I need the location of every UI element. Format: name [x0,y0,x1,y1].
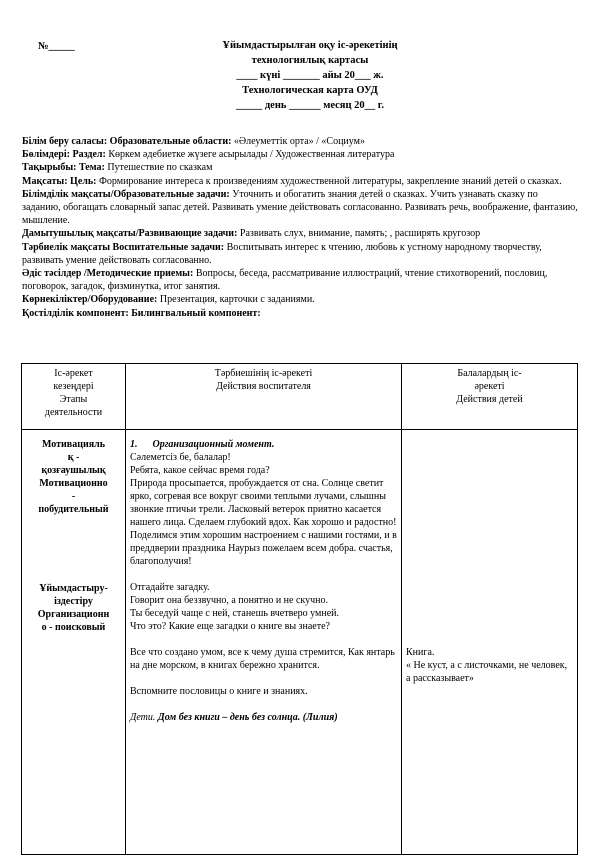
meta-equipment: Көрнекіліктер/Оборудование: Презентация, карточки с заданиями. [22,294,315,306]
header-stages: Іс-әрекет кезеңдері Этапы деятельности [22,364,126,430]
meta-methods: Әдіс тәсілдер /Методические приемы: Вопросы, беседа, рассматривание иллюстраций, чтение стихотворений, пословиц, поговорок, загадок, физминутка, итог занятия. [22,268,548,293]
riddle-question: Что это? Какие еще загадки о книге вы знаете? [130,621,330,632]
stage-cell: Мотивацияль қ - қозғаушылық Мотивационно - побудительный Ұйымдастыру- іздестіру Организационн о - поисковый [22,430,126,855]
meta-developing-tasks: Дамытушылық мақсаты/Развивающие задачи: Развивать слух, внимание, память; , расширять кругозор [22,228,481,240]
header-block [180,38,440,113]
meta-topic: Тақырыбы: Тема: Путешествие по сказкам [22,162,213,174]
date-line-kz: ____ күні _______ айы 20___ ж. [236,70,384,81]
riddle-line-1: Говорит она беззвучно, а понятно и не скучно. [130,595,329,606]
meta-educational-tasks: Білімділік мақсаты/Образовательные задачи: Уточнить и обогатить знания детей о сказках. Учить узнавать сказку по заданию, обогащать словарный запас детей. Развивать умение действовать согласованно. Развивать речь, воображение, фантазию, мышление. [22,188,578,227]
poem-paragraph: Все что создано умом, все к чему душа стремится, Как янтарь на дне морском, в книгах бережно хранится. [130,647,395,671]
stage-organizational-line: Ұйымдастыру- [39,583,108,594]
meta-upbringing-tasks: Тәрбиелік мақсаты Воспитательные задачи: Воспитывать интерес к чтению, любовь к устному народному творчеству, развивать умение действовать согласованно. [22,241,542,266]
proverbs-prompt: Вспомните пословицы о книге и знаниях. [130,686,308,697]
riddle-prompt: Отгадайте загадку. [130,582,210,593]
meta-section: Бөлімдері: Раздел: Көркем әдебиетке жүзеге асырылады / Художественная литература [22,149,395,161]
meta-bilingual: Қостілділік компонент: Билингвальный компонент: [22,307,261,319]
title-kz-line1: Ұйымдастырылған оқу іс-әрекетінің [222,40,398,51]
lesson-metadata [22,135,578,320]
meta-education-area: Білім беру саласы: Образовательные области: «Әлеуметтік орта» / «Социум» [22,136,365,147]
table-row [22,430,578,855]
date-line-ru: _____ день ______ месяц 20__ г. [236,100,384,111]
header-children: Балалардың іс- әрекеті Действия детей [402,364,578,430]
item-heading: 1. Организационный момент. [130,439,275,450]
header-teacher: Тәрбиешінің іс-әрекеті Действия воспитателя [126,364,402,430]
table-header-row [22,364,578,430]
nature-paragraph: Природа просыпается, пробуждается от сна. Солнце светит ярко, согревая все вокруг своими теплыми лучами, слышны звонкие птичьи трели. Ласковый ветерок приятно касается нашего лица. Сделаем глубокий вдох. Как хорошо и радостно! Поделимся этим хорошим настроением с нашими гостями, и в преддверии праздника Наурыз пожелаем всем добра. счастья, благополучия! [130,478,397,567]
title-kz-line2: технологиялық картасы [251,55,369,66]
riddle-line-2: Ты беседуй чаще с ней, станешь вчетверо умней. [130,608,340,619]
teacher-actions-cell [126,430,402,855]
children-actions-cell [402,430,578,855]
question-season: Ребята, какое сейчас время года? [130,465,270,476]
title-ru: Технологическая карта ОУД [242,85,378,96]
child-proverb: Дети. Дом без книги – день без солнца. (Лилия) [130,712,338,723]
document-number: №_____ [38,41,75,52]
greeting: Сәлеметсіз бе, балалар! [130,452,231,463]
meta-goal: Мақсаты: Цель: Формирование интереса к произведениям художественной литературы, закрепление знаний детей о сказках. [22,175,562,187]
child-answer-book: Книга. [406,647,435,658]
stage-motivational-line: Мотивацияль [41,439,106,450]
child-answer-riddle: « Не куст, а с листочками, не человек, а рассказывает» [406,660,568,684]
activity-table [21,363,578,855]
